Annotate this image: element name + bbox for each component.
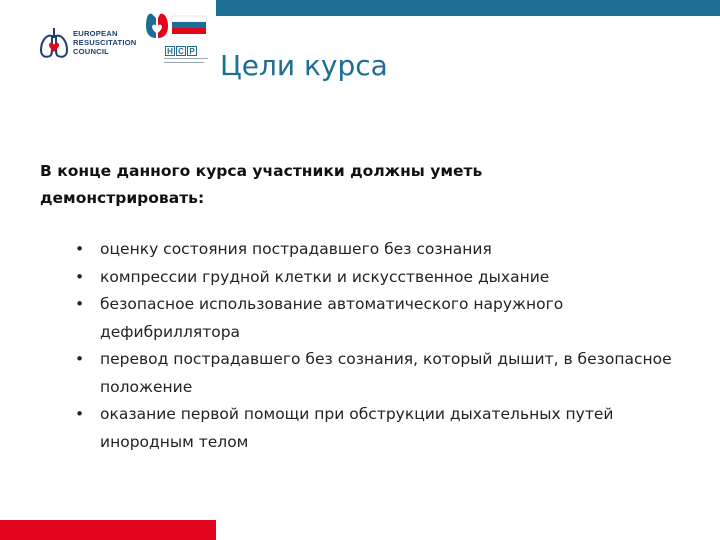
list-item: • компрессии грудной клетки и искусственное дыхание (75, 264, 675, 292)
slide-title: Цели курса (220, 49, 388, 82)
objectives-list (75, 236, 675, 456)
ncp-letters (165, 46, 197, 56)
erc-name-line2: RESUSCITATION (73, 38, 137, 47)
list-item: • оказание первой помощи при обструкции дыхательных путей инородным телом (75, 401, 675, 456)
list-item: • оценку состояния пострадавшего без сознания (75, 236, 675, 264)
lungs-heart-icon (38, 24, 70, 64)
ncp-subtitle-line (164, 58, 208, 60)
ncp-letter-2: С (176, 46, 186, 56)
ncp-logo (140, 8, 210, 66)
erc-name (73, 29, 137, 56)
erc-name-line1: EUROPEAN (73, 29, 118, 38)
bottom-accent-bar (0, 520, 216, 540)
ncp-letter-3: Р (187, 46, 197, 56)
top-accent-bar (216, 0, 720, 16)
ncp-subtitle-line (164, 62, 204, 64)
slide-intro: В конце данного курса участники должны уметь демонстрировать: (40, 162, 483, 207)
list-item: • перевод пострадавшего без сознания, который дышит, в безопасное положение (75, 346, 675, 401)
list-item: • безопасное использование автоматического наружного дефибриллятора (75, 291, 675, 346)
erc-name-line3: COUNCIL (73, 47, 109, 56)
erc-logo (38, 20, 156, 68)
ncp-emblem-icon (140, 8, 210, 48)
ncp-letter-1: Н (165, 46, 175, 56)
